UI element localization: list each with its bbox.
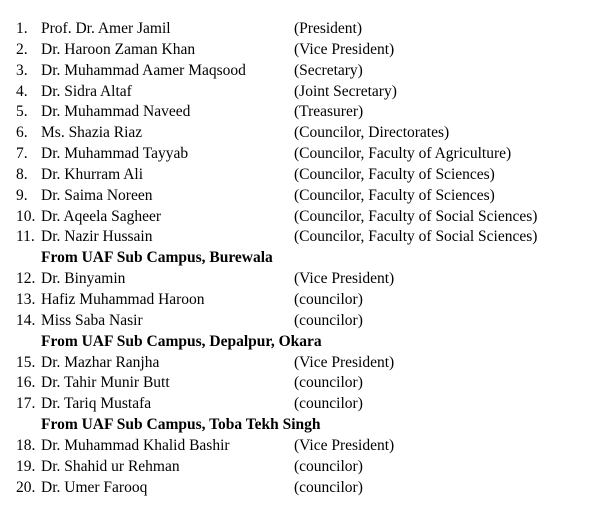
member-role: (Councilor, Faculty of Sciences): [294, 186, 495, 204]
member-name: Dr. Muhammad Aamer Maqsood: [41, 61, 246, 79]
member-number: 9.: [16, 186, 28, 204]
member-role: (councilor): [294, 311, 363, 329]
member-name: Dr. Tariq Mustafa: [41, 395, 152, 413]
member-name: Dr. Shahid ur Rehman: [41, 457, 180, 475]
member-name: Prof. Dr. Amer Jamil: [41, 20, 171, 37]
member-role: (councilor): [294, 374, 363, 392]
member-row: [0, 165, 594, 186]
member-name: Dr. Muhammad Khalid Bashir: [41, 436, 230, 454]
member-number: 10.: [16, 207, 36, 225]
member-number: 11.: [16, 228, 35, 246]
member-number: 20.: [16, 478, 36, 496]
member-role: (councilor): [294, 395, 363, 413]
member-row: [0, 373, 594, 394]
member-number: 1.: [16, 20, 28, 37]
member-role: (councilor): [294, 290, 363, 308]
member-row: [0, 457, 594, 478]
member-role: (Councilor, Faculty of Agriculture): [294, 145, 512, 163]
member-row: [0, 311, 594, 332]
member-row: [0, 436, 594, 457]
member-name: Dr. Muhammad Naveed: [41, 103, 191, 121]
member-row: [0, 478, 594, 499]
member-number: 8.: [16, 165, 28, 183]
member-name: Ms. Shazia Riaz: [41, 124, 143, 142]
member-row: [0, 207, 594, 228]
member-name: Dr. Umer Farooq: [41, 478, 148, 496]
member-role: (councilor): [294, 478, 363, 496]
section-heading: [0, 415, 594, 436]
member-name: Dr. Nazir Hussain: [41, 228, 153, 246]
member-number: 7.: [16, 145, 28, 163]
member-number: 19.: [16, 457, 36, 475]
member-name: Miss Saba Nasir: [41, 311, 143, 329]
member-role: (Joint Secretary): [294, 82, 397, 100]
member-name: Hafiz Muhammad Haroon: [41, 290, 205, 308]
member-role: (Treasurer): [294, 103, 364, 121]
member-row: [0, 353, 594, 374]
member-number: 15.: [16, 353, 36, 371]
member-role: (Secretary): [294, 61, 363, 79]
member-number: 4.: [16, 82, 28, 100]
member-role: (President): [294, 20, 363, 37]
member-role: (Vice President): [294, 40, 395, 58]
member-name: Dr. Haroon Zaman Khan: [41, 40, 196, 58]
section-heading-text: From UAF Sub Campus, Toba Tekh Singh: [41, 416, 321, 434]
member-row: [0, 19, 594, 40]
member-role: (Vice President): [294, 270, 395, 288]
member-number: 2.: [16, 40, 28, 58]
member-role: (Councilor, Faculty of Sciences): [294, 165, 495, 183]
member-role: (Councilor, Faculty of Social Sciences): [294, 228, 538, 246]
member-name: Dr. Khurram Ali: [41, 165, 144, 183]
member-number: 6.: [16, 124, 28, 142]
member-name: Dr. Mazhar Ranjha: [41, 353, 160, 371]
member-name: Dr. Tahir Munir Butt: [41, 374, 170, 392]
member-name: Dr. Sidra Altaf: [41, 82, 132, 100]
member-role: (Councilor, Faculty of Social Sciences): [294, 207, 538, 225]
section-heading: [0, 248, 594, 269]
member-row: [0, 269, 594, 290]
member-number: 12.: [16, 270, 36, 288]
member-number: 18.: [16, 436, 36, 454]
member-role: (Vice President): [294, 353, 395, 371]
member-row: [0, 40, 594, 61]
member-role: (Councilor, Directorates): [294, 124, 450, 142]
member-row: [0, 290, 594, 311]
section-heading-text: From UAF Sub Campus, Burewala: [41, 249, 273, 267]
member-row: [0, 102, 594, 123]
member-name: Dr. Aqeela Sagheer: [41, 207, 162, 225]
member-role: (Vice President): [294, 436, 395, 454]
member-row: [0, 61, 594, 82]
members-list: [0, 19, 594, 498]
member-role: (councilor): [294, 457, 363, 475]
member-name: Dr. Saima Noreen: [41, 186, 153, 204]
member-row: [0, 227, 594, 248]
section-heading: [0, 332, 594, 353]
member-row: [0, 123, 594, 144]
member-number: 3.: [16, 61, 28, 79]
member-number: 17.: [16, 395, 36, 413]
member-number: 14.: [16, 311, 36, 329]
section-heading-text: From UAF Sub Campus, Depalpur, Okara: [41, 332, 322, 350]
member-name: Dr. Muhammad Tayyab: [41, 145, 189, 163]
member-number: 13.: [16, 290, 36, 308]
member-row: [0, 144, 594, 165]
member-name: Dr. Binyamin: [41, 270, 126, 288]
member-row: [0, 394, 594, 415]
member-number: 5.: [16, 103, 28, 121]
member-number: 16.: [16, 374, 36, 392]
member-row: [0, 82, 594, 103]
member-row: [0, 186, 594, 207]
